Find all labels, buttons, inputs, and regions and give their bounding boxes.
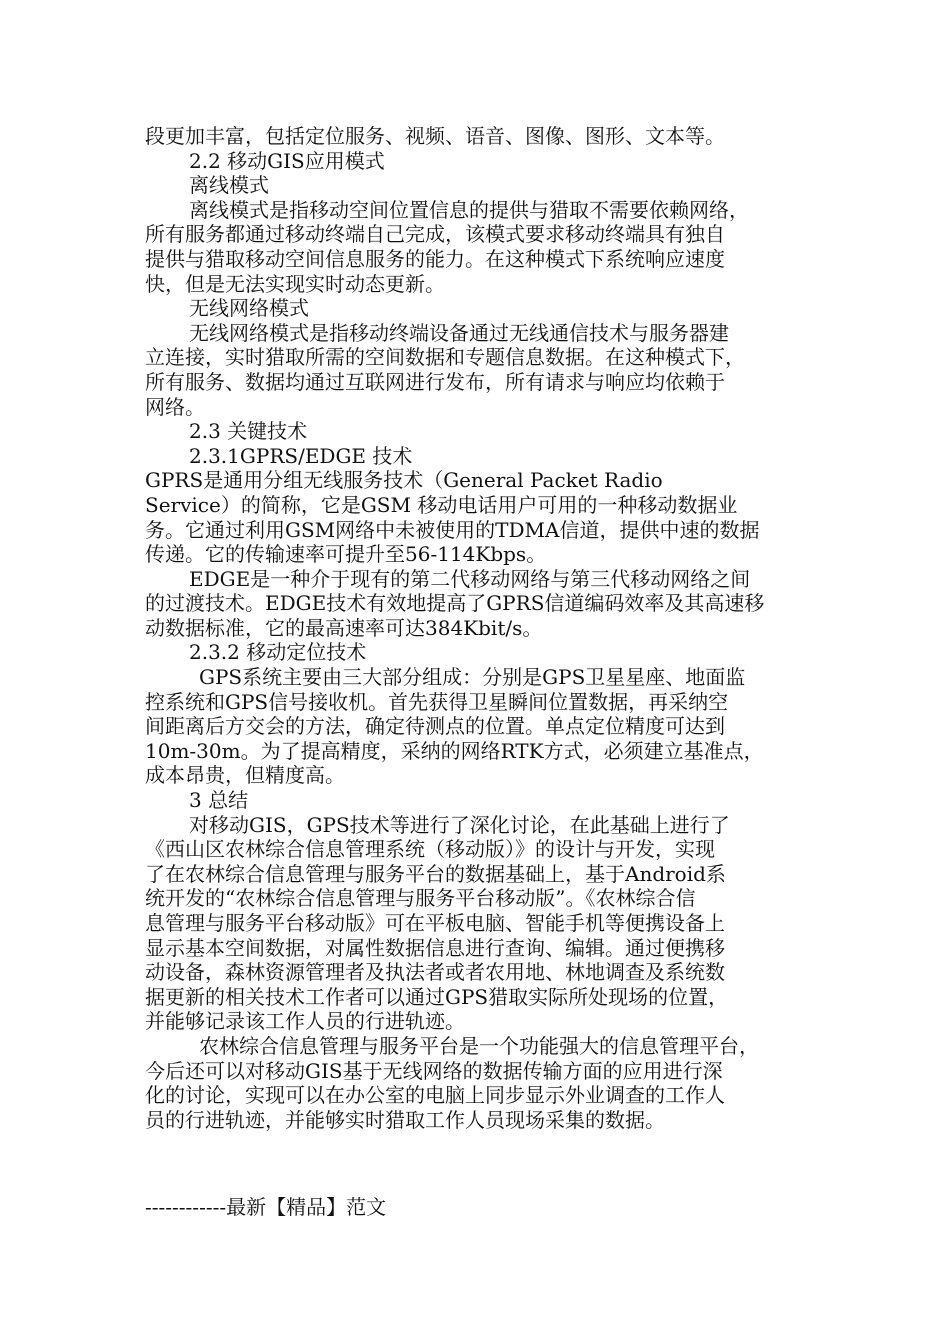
text-line: 网络。 — [145, 394, 205, 419]
text-line: 快，但是无法实现实时动态更新。 — [145, 271, 445, 296]
text-line: 动设备，森林资源管理者及执法者或者农用地、林地调查及系统数 — [145, 960, 725, 985]
text-line: 统开发的“农林综合信息管理与服务平台移动版”。《农林综合信 — [145, 886, 696, 911]
text-line: 员的行进轨迹，并能够实时猎取工作人员现场采集的数据。 — [145, 1107, 665, 1132]
text-line: 动数据标准，它的最高速率可达384Kbit/s。 — [145, 615, 543, 640]
text-line: 3 总结 — [189, 788, 249, 813]
text-line: 了在农林综合信息管理与服务平台的数据基础上，基于Android系 — [145, 861, 726, 886]
text-line: 成本昂贵，但精度高。 — [145, 763, 345, 788]
text-line: 10m-30m。为了提高精度，采纳的网络RTK方式，必须建立基准点， — [145, 738, 764, 763]
text-line: 息管理与服务平台移动版》可在平板电脑、智能手机等便携设备上 — [145, 911, 725, 935]
text-line: 化的讨论，实现可以在办公室的电脑上同步显示外业调查的工作人 — [145, 1083, 725, 1108]
text-line: 务。它通过利用GSM网络中未被使用的TDMA信道，提供中速的数据 — [145, 517, 760, 542]
text-line: 据更新的相关技术工作者可以通过GPS猎取实际所处现场的位置， — [145, 984, 729, 1009]
document-body — [145, 124, 815, 1132]
footer-text: ------------最新【精品】范文 — [145, 1195, 387, 1219]
text-line: 控系统和GPS信号接收机。首先获得卫星瞬间位置数据，再采纳空 — [145, 689, 729, 714]
text-line: 传递。它的传输速率可提升至56-114Kbps。 — [145, 542, 547, 567]
text-line: 《西山区农林综合信息管理系统（移动版）》的设计与开发，实现 — [145, 837, 715, 862]
text-line: GPS系统主要由三大部分组成：分别是GPS卫星星座、地面监 — [199, 665, 746, 690]
text-line: 段更加丰富，包括定位服务、视频、语音、图像、图形、文本等。 — [145, 124, 725, 148]
text-line: 显示基本空间数据，对属性数据信息进行查询、编辑。通过便携移 — [145, 935, 725, 960]
text-line: 离线模式是指移动空间位置信息的提供与猎取不需要依赖网络， — [189, 197, 749, 222]
text-line: GPRS是通用分组无线服务技术（General Packet Radio — [145, 468, 663, 493]
text-line: 2.2 移动GIS应用模式 — [189, 148, 385, 173]
text-line: 2.3.1GPRS/EDGE 技术 — [189, 443, 413, 468]
text-line: 间距离后方交会的方法，确定待测点的位置。单点定位精度可达到 — [145, 714, 725, 739]
text-line: 2.3.2 移动定位技术 — [189, 640, 367, 665]
text-line: EDGE是一种介于现有的第二代移动网络与第三代移动网络之间 — [189, 566, 751, 591]
text-line: 农林综合信息管理与服务平台是一个功能强大的信息管理平台， — [199, 1033, 759, 1058]
text-line: 所有服务、数据均通过互联网进行发布，所有请求与响应均依赖于 — [145, 369, 725, 394]
text-line: 今后还可以对移动GIS基于无线网络的数据传输方面的应用进行深 — [145, 1058, 723, 1083]
text-line: 立连接，实时猎取所需的空间数据和专题信息数据。在这种模式下， — [145, 345, 745, 370]
text-line: 的过渡技术。EDGE技术有效地提高了GPRS信道编码效率及其高速移 — [145, 591, 765, 616]
text-line: 对移动GIS，GPS技术等进行了深化讨论，在此基础上进行了 — [189, 812, 730, 837]
text-line: 2.3 关键技术 — [189, 419, 308, 444]
text-line: 所有服务都通过移动终端自己完成，该模式要求移动终端具有独自 — [145, 222, 725, 247]
text-line: 无线网络模式 — [189, 296, 309, 321]
text-line: 提供与猎取移动空间信息服务的能力。在这种模式下系统响应速度 — [145, 246, 725, 271]
text-line: 并能够记录该工作人员的行进轨迹。 — [145, 1009, 465, 1034]
text-line: 离线模式 — [189, 173, 269, 198]
text-line: Service）的简称，它是GSM 移动电话用户可用的一种移动数据业 — [145, 492, 738, 517]
text-line: 无线网络模式是指移动终端设备通过无线通信技术与服务器建 — [189, 320, 729, 345]
